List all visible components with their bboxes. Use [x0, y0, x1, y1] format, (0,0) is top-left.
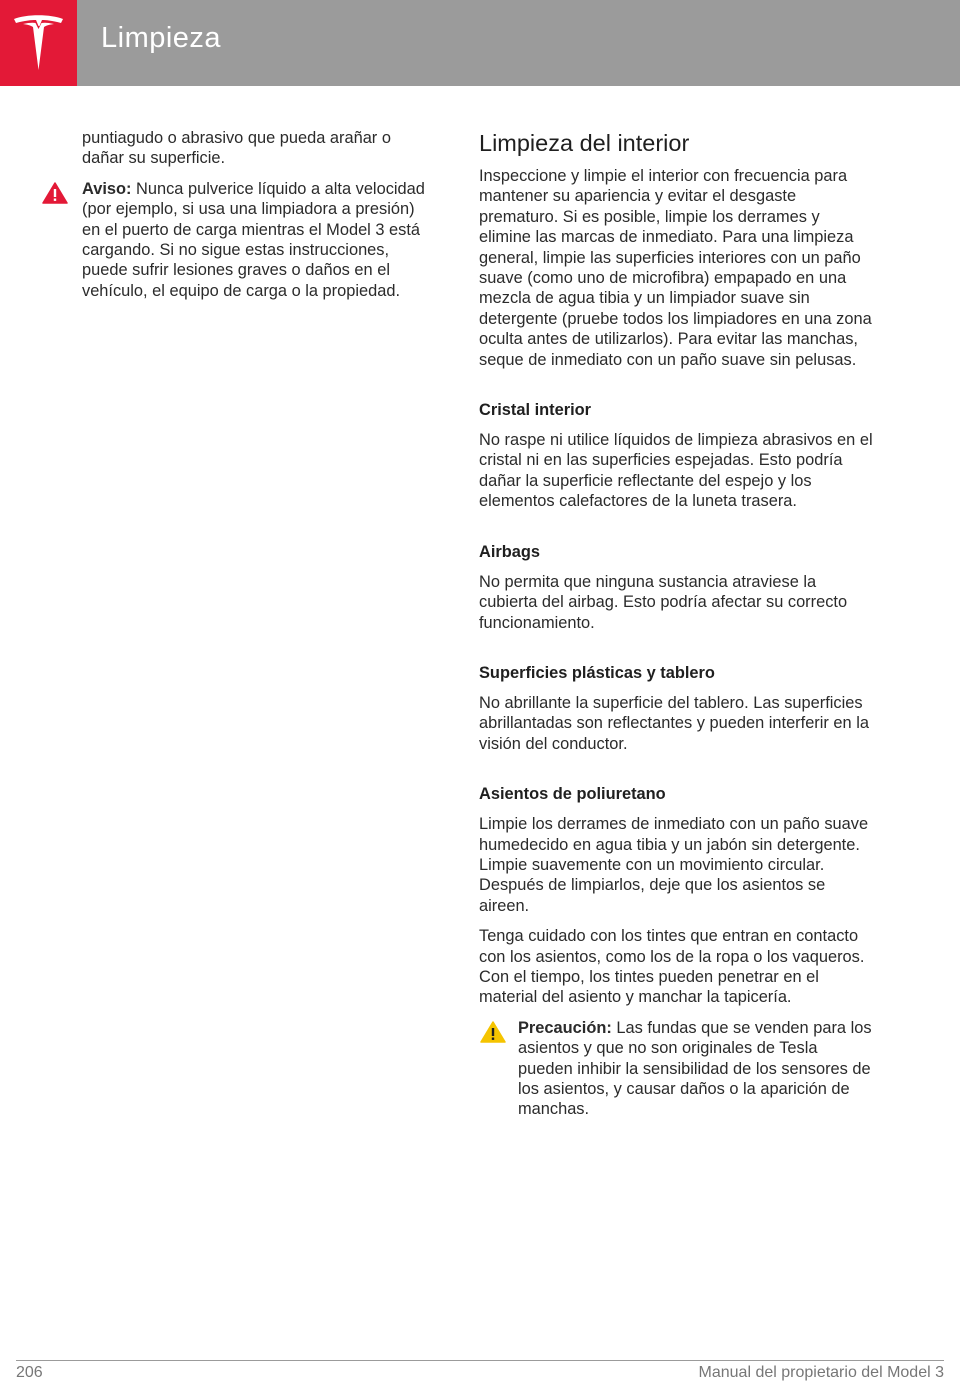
- section-title: Limpieza del interior: [479, 130, 690, 156]
- manual-title: Manual del propietario del Model 3: [698, 1364, 944, 1381]
- subsection-paragraph: No abrillante la superficie del tablero. Las superficies abrillantadas son reflectantes y pueden interferir en la visión del conductor.: [479, 693, 869, 753]
- page-header: [0, 0, 960, 86]
- subsection-paragraph: No raspe ni utilice líquidos de limpieza abrasivos en el cristal ni en las superficies espejadas. Esto podría dañar la superficie reflectante del espejo y los elementos calefactores de la luneta trasera.: [479, 431, 873, 511]
- page-number: 206: [16, 1364, 43, 1381]
- caution-notice: [479, 1018, 875, 1120]
- tesla-logo-icon: [12, 13, 65, 73]
- warning-body: Nunca pulverice líquido a alta velocidad (por ejemplo, si usa una limpiadora a presión) en el puerto de carga mientras el Model 3 está cargando. Si no sigue estas instrucciones, puede sufrir lesiones graves o daños en el vehículo, el equipo de carga o la propiedad.: [82, 179, 425, 300]
- subsection-paragraph: Tenga cuidado con los tintes que entran en contacto con los asientos, como los de la ropa o los vaqueros. Con el tiempo, los tintes pueden penetrar en el material del asiento y manchar la tapicería.: [479, 927, 865, 1007]
- subsection-heading: Superficies plásticas y tablero: [479, 663, 715, 682]
- subsection-paragraph: No permita que ninguna sustancia atraviese la cubierta del airbag. Esto podría afectar su correcto funcionamiento.: [479, 572, 848, 632]
- continued-paragraph: puntiagudo o abrasivo que pueda arañar o dañar su superficie.: [82, 129, 391, 168]
- right-column: [479, 128, 875, 1120]
- subsection-heading: Airbags: [479, 542, 541, 561]
- subsection-heading: Cristal interior: [479, 401, 592, 420]
- left-column: [82, 128, 432, 301]
- caution-body: Las fundas que se venden para los asientos y que no son originales de Tesla pueden inhibir la sensibilidad de los sensores de los asientos, y causar daños o la aparición de manchas.: [518, 1018, 872, 1119]
- warning-text: [82, 179, 432, 301]
- footer-divider: [16, 1360, 944, 1361]
- caution-triangle-icon: [480, 1021, 506, 1043]
- caution-label: Precaución:: [518, 1018, 612, 1037]
- warning-triangle-icon: [42, 182, 68, 204]
- warning-notice: [82, 179, 432, 301]
- subsection-heading: Asientos de poliuretano: [479, 785, 666, 804]
- page-title: Limpieza: [101, 22, 222, 54]
- warning-label: Aviso:: [82, 179, 132, 198]
- caution-text: [518, 1018, 875, 1120]
- brand-logo-box: [0, 0, 77, 86]
- subsection-paragraph: Limpie los derrames de inmediato con un paño suave humedecido en agua tibia y un jabón sin detergente. Limpie suavemente con un movimiento circular. Después de limpiarlos, deje que los asientos se aireen.: [479, 815, 869, 915]
- intro-paragraph: Inspeccione y limpie el interior con frecuencia para mantener su apariencia y evitar el desgaste prematuro. Si es posible, limpie los derrames y elimine las marcas de inmediato. Para una limpieza general, limpie las superficies interiores con un paño suave (como uno de microfibra) empapado en una mezcla de agua tibia y un limpiador suave sin detergente (pruebe todos los limpiadores en una zona oculta antes de utilizarlos). Para evitar las manchas, seque de inmediato con un paño suave sin pelusas.: [479, 167, 872, 369]
